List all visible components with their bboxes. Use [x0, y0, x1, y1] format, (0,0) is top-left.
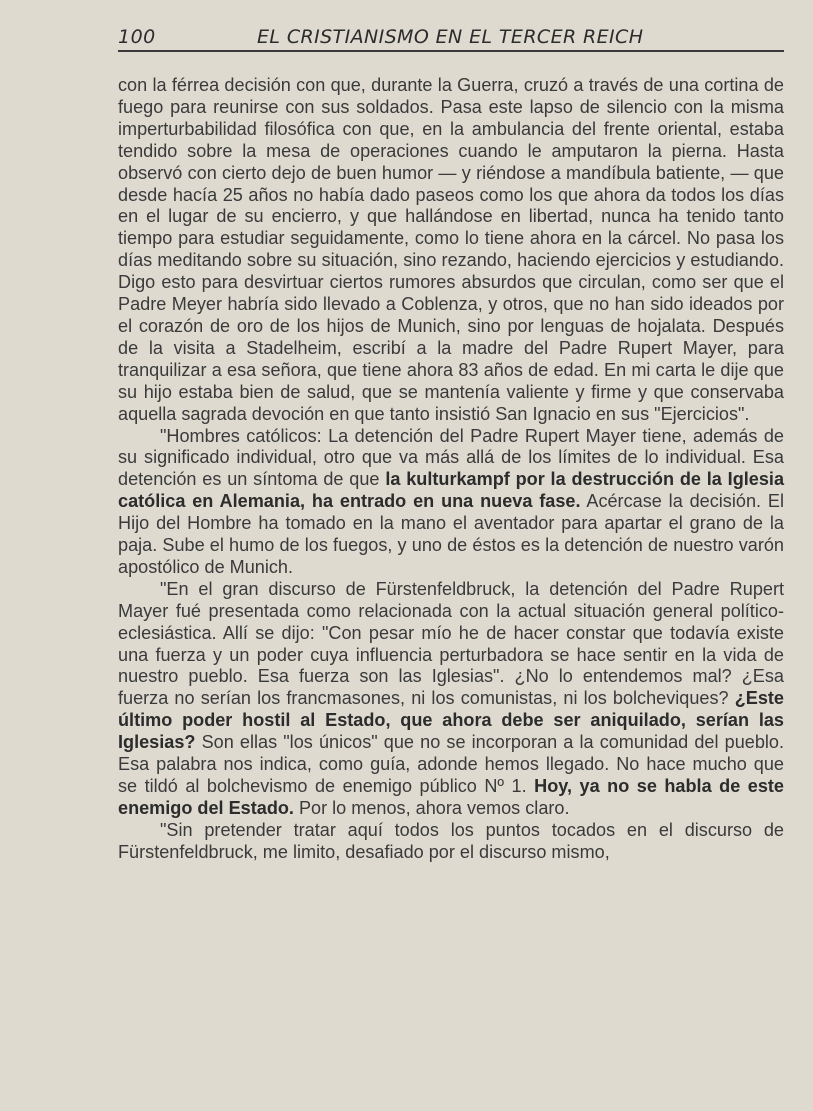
text-run: "Sin pretender tratar aquí todos los puntos tocados en el discurso de Fürstenfeldbruck, me limito, desafiado por el discurso mismo, [118, 819, 784, 862]
body-text [118, 75, 784, 864]
text-run: Acércase la decisión. El Hijo del Hombre ha tomado en la mano el aventador para apartar el grano de la paja. Sube el humo de los fuegos, y uno de éstos es la detención de nuestro varón apostólico de Munich. [118, 491, 784, 577]
text-run: "Hombres católicos: La detención del Padre Rupert Mayer tiene, además de su significado individual, otro que va más allá de los límites de lo individual. Esa detención es un síntoma de que [118, 425, 784, 490]
paragraph [118, 75, 784, 426]
text-run: "En el gran discurso de Fürstenfeldbruck, la detención del Padre Rupert Mayer fué presentada como relacionada con la actual situación general político-eclesiástica. Allí se dijo: "Con pesar mío he de hacer constar que todavía existe una fuerza y un poder cuya influencia perturbadora se hace sentir en la vida de nuestro pueblo. Esa fuerza son las Iglesias". ¿No lo entendemos mal? ¿Esa fuerza no serían los francmasones, ni los comunistas, ni los bolcheviques? [118, 578, 784, 709]
text-run: Son ellas "los únicos" que no se incorporan a la comunidad del pueblo. Esa palabra nos indica, como guía, adonde hemos llegado. No hace mucho que se tildó al bolchevismo de enemigo público Nº 1. [118, 732, 784, 796]
emphasis-run: Hoy, ya no se habla de este enemigo del Estado. [118, 776, 784, 818]
text-run: Por lo menos, ahora vemos claro. [293, 797, 570, 818]
paragraph [118, 426, 784, 579]
running-title: EL CRISTIANISMO EN EL TERCER REICH [257, 26, 644, 48]
page-number: 100 [118, 26, 156, 48]
paragraph [118, 579, 784, 820]
emphasis-run: la kulturkampf por la destrucción de la Iglesia católica en Alemania, ha entrado en una nueva fase. [118, 469, 785, 512]
text-run: con la férrea decisión con que, durante la Guerra, cruzó a través de una cortina de fuego para reunirse con sus soldados. Pasa este lapso de silencio con la misma imperturbabilidad filosófica con que, en la ambulancia del frente oriental, estaba tendido sobre la mesa de operaciones cuando le amputaron la pierna. Hasta observó con cierto dejo de buen humor — y riéndose a mandíbula batiente, — que desde hacía 25 años no había dado paseos como los que ahora da todos los días en el lugar de su encierro, y que hallándose en libertad, nunca ha tenido tanto tiempo para estudiar seguidamente, como lo tiene ahora en la cárcel. No pasa los días meditando sobre su situación, sino rezando, haciendo ejercicios y estudiando. Digo esto para desvirtuar ciertos rumores absurdos que circulan, como ser que el Padre Meyer habría sido llevado a Coblenza, y otros, que no han sido ideados por el corazón de oro de los hijos de Munich, sino por lenguas de hojalata. Después de la visita a Stadelheim, escribí a la madre del Padre Rupert Mayer, para tranquilizar a esa señora, que tiene ahora 83 años de edad. En mi carta le dije que su hijo estaba bien de salud, que se mantenía valiente y firme y que conservaba aquella sagrada devoción en que tanto insistió San Ignacio en sus "Ejercicios". [118, 75, 784, 424]
paragraph [118, 820, 784, 864]
emphasis-run: ¿Este último poder hostil al Estado, que ahora debe ser aniquilado, serían las Iglesias? [118, 688, 784, 753]
header-rule [118, 50, 784, 52]
